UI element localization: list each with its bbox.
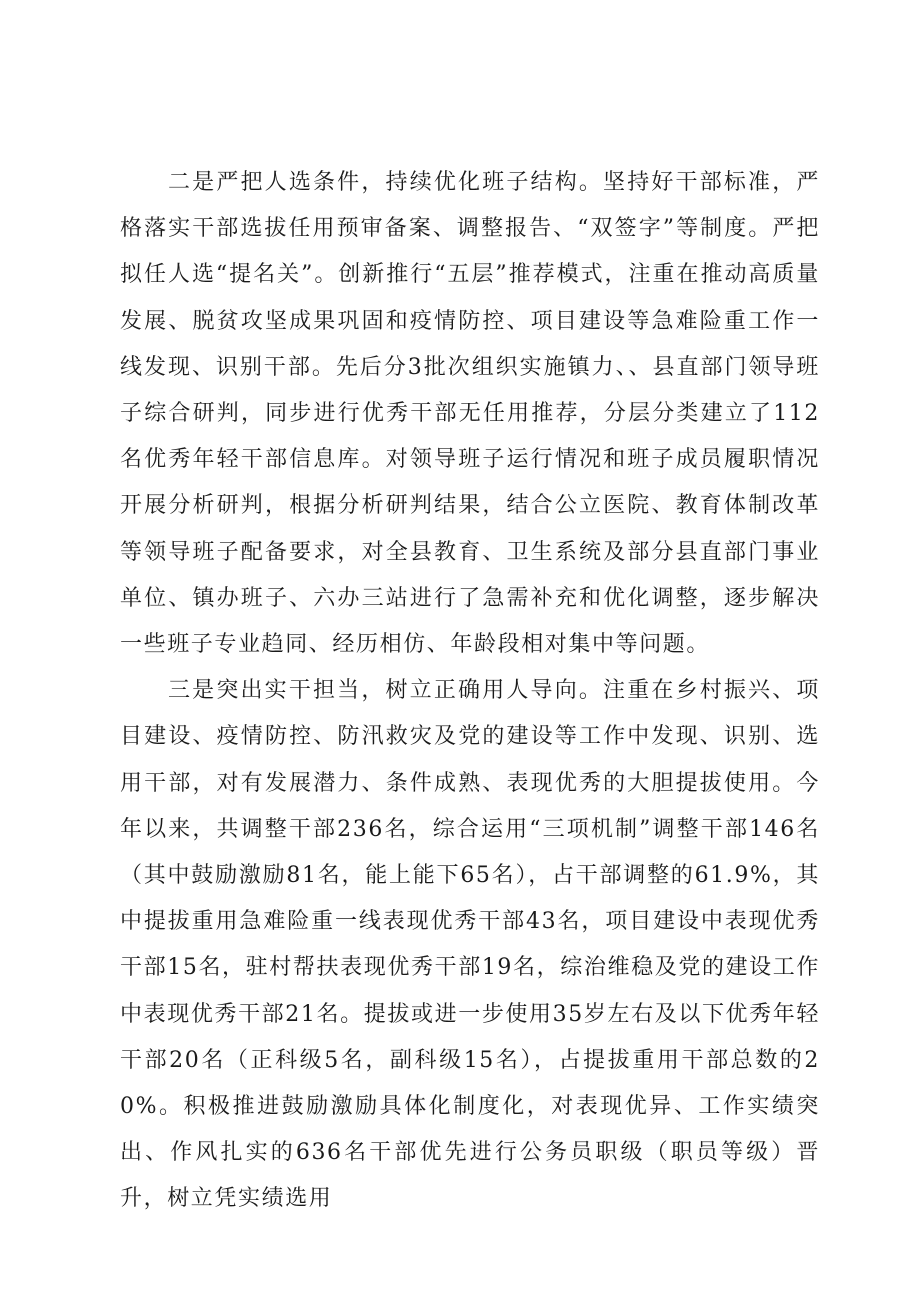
body-text [120,160,820,1223]
paragraph-cadre-selection: 二是严把人选条件，持续优化班子结构。坚持好干部标准，严格落实干部选拔任用预审备案、调整报告、“双签字”等制度。严把拟任人选“提名关”。创新推行“五层”推荐模式，注重在推动高质量发展、脱贫攻坚成果巩固和疫情防控、项目建设等急难险重工作一线发现、识别干部。先后分3批次组织实施镇力、、县直部门领导班子综合研判，同步进行优秀干部无任用推荐，分层分类建立了112名优秀年轻干部信息库。对领导班子运行情况和班子成员履职情况开展分析研判，根据分析研判结果，结合公立医院、教育体制改革等领导班子配备要求，对全县教育、卫生系统及部分县直部门事业单位、镇办班子、六办三站进行了急需补充和优化调整，逐步解决一些班子专业趋同、经历相仿、年龄段相对集中等问题。 [120,170,820,658]
paragraph-talent-orientation: 三是突出实干担当，树立正确用人导向。注重在乡村振兴、项目建设、疫情防控、防汛救灾及党的建设等工作中发现、识别、选用干部，对有发展潜力、条件成熟、表现优秀的大胆提拔使用。今年以来，共调整干部236名，综合运用“三项机制”调整干部146名（其中鼓励激励81名，能上能下65名），占干部调整的61.9%，其中提拔重用急难险重一线表现优秀干部43名，项目建设中表现优秀干部15名，驻村帮扶表现优秀干部19名，综治维稳及党的建设工作中表现优秀干部21名。提拔或进一步使用35岁左右及以下优秀年轻干部20名（正科级5名，副科级15名），占提拔重用干部总数的20%。积极推进鼓励激励具体化制度化，对表现优异、工作实绩突出、作风扎实的636名干部优先进行公务员职级（职员等级）晋升，树立凭实绩选用 [120,678,820,1212]
